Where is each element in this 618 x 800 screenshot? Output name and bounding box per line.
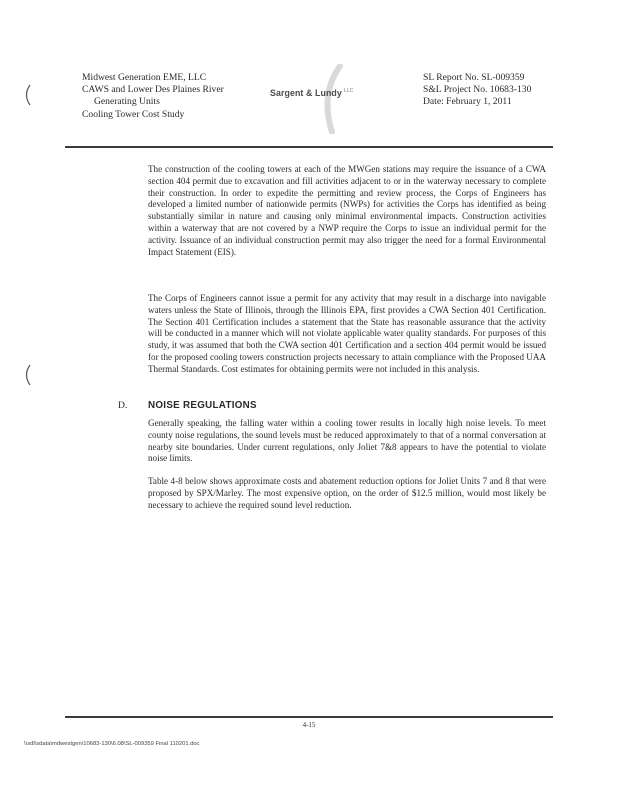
footer-file-path: \\sdl\sdata\mdwestgen\10683-130\6.08\SL-009359 Final 110201.doc — [24, 741, 200, 747]
section-heading: NOISE REGULATIONS — [148, 400, 257, 411]
section-letter: D. — [118, 400, 128, 411]
logo-text: Sargent & Lundy — [270, 88, 342, 98]
company-logo — [270, 88, 353, 98]
logo-swoosh-icon — [318, 64, 346, 134]
page-number: 4-15 — [302, 721, 316, 729]
header-project-line2: Generating Units — [94, 96, 160, 108]
paragraph-noise-costs: Table 4-8 below shows approximate costs and abatement reduction options for Joliet Units 7 and 8 that were proposed by SPX/Marley. The most expensive option, on the order of $12.5 million, would most likely be necessary to achieve the required sound level reduction. — [148, 476, 546, 510]
header-date: Date: February 1, 2011 — [423, 96, 512, 108]
header-divider — [65, 146, 553, 148]
binder-hole-mark-middle — [22, 364, 32, 386]
logo-mark: LLC — [343, 88, 354, 94]
binder-hole-mark-top — [22, 84, 32, 106]
header-project-number: S&L Project No. 10683-130 — [423, 84, 532, 96]
footer-divider — [65, 716, 553, 718]
header-company: Midwest Generation EME, LLC — [82, 72, 207, 83]
header-study-title: Cooling Tower Cost Study — [82, 108, 185, 120]
paragraph-permits-404: The construction of the cooling towers at each of the MWGen stations may require the issuance of a CWA section 404 permit due to excavation and fill activities adjacent to or in the waterway necessary to complete their construction. In order to expedite the permitting and review process, the Corps of Engineers has developed a limited number of nationwide permits (NWPs) for activities the Corps has identified as being substantially similar in nature and causing only minimal environmental impacts. Construction activities within a waterway that are not covered by a NWP require the Corps to issue an individual permit for the activity. Issuance of an individual construction permit may also trigger the need for a formal Environmental Impact Statement (EIS). — [148, 164, 546, 257]
header-left-block — [82, 72, 224, 121]
header-right-block — [423, 72, 531, 109]
paragraph-certification-401: The Corps of Engineers cannot issue a permit for any activity that may result in a discharge into navigable waters unless the State of Illinois, through the Illinois EPA, first provides a CWA Section 401 Certification. The Section 401 Certification includes a statement that the State has reasonable assurance that the activity will be conducted in a manner which will not violate applicable water quality standards. For purposes of this study, it was assumed that both the CWA section 401 Certification and a section 404 permit would be issued for the proposed cooling towers construction projects necessary to attain compliance with the Proposed UAA Thermal Standards. Cost estimates for obtaining permits were not included in this analysis. — [148, 293, 546, 374]
header-project-line1: CAWS and Lower Des Plaines River — [82, 84, 224, 96]
header-report-number: SL Report No. SL-009359 — [423, 72, 525, 83]
paragraph-noise-levels: Generally speaking, the falling water within a cooling tower results in locally high noise levels. To meet county noise regulations, the sound levels must be reduced approximately to that of a normal conversation at nearby site boundaries. Under current regulations, only Joliet 7&8 appears to have the potential to violate noise limits. — [148, 418, 546, 464]
